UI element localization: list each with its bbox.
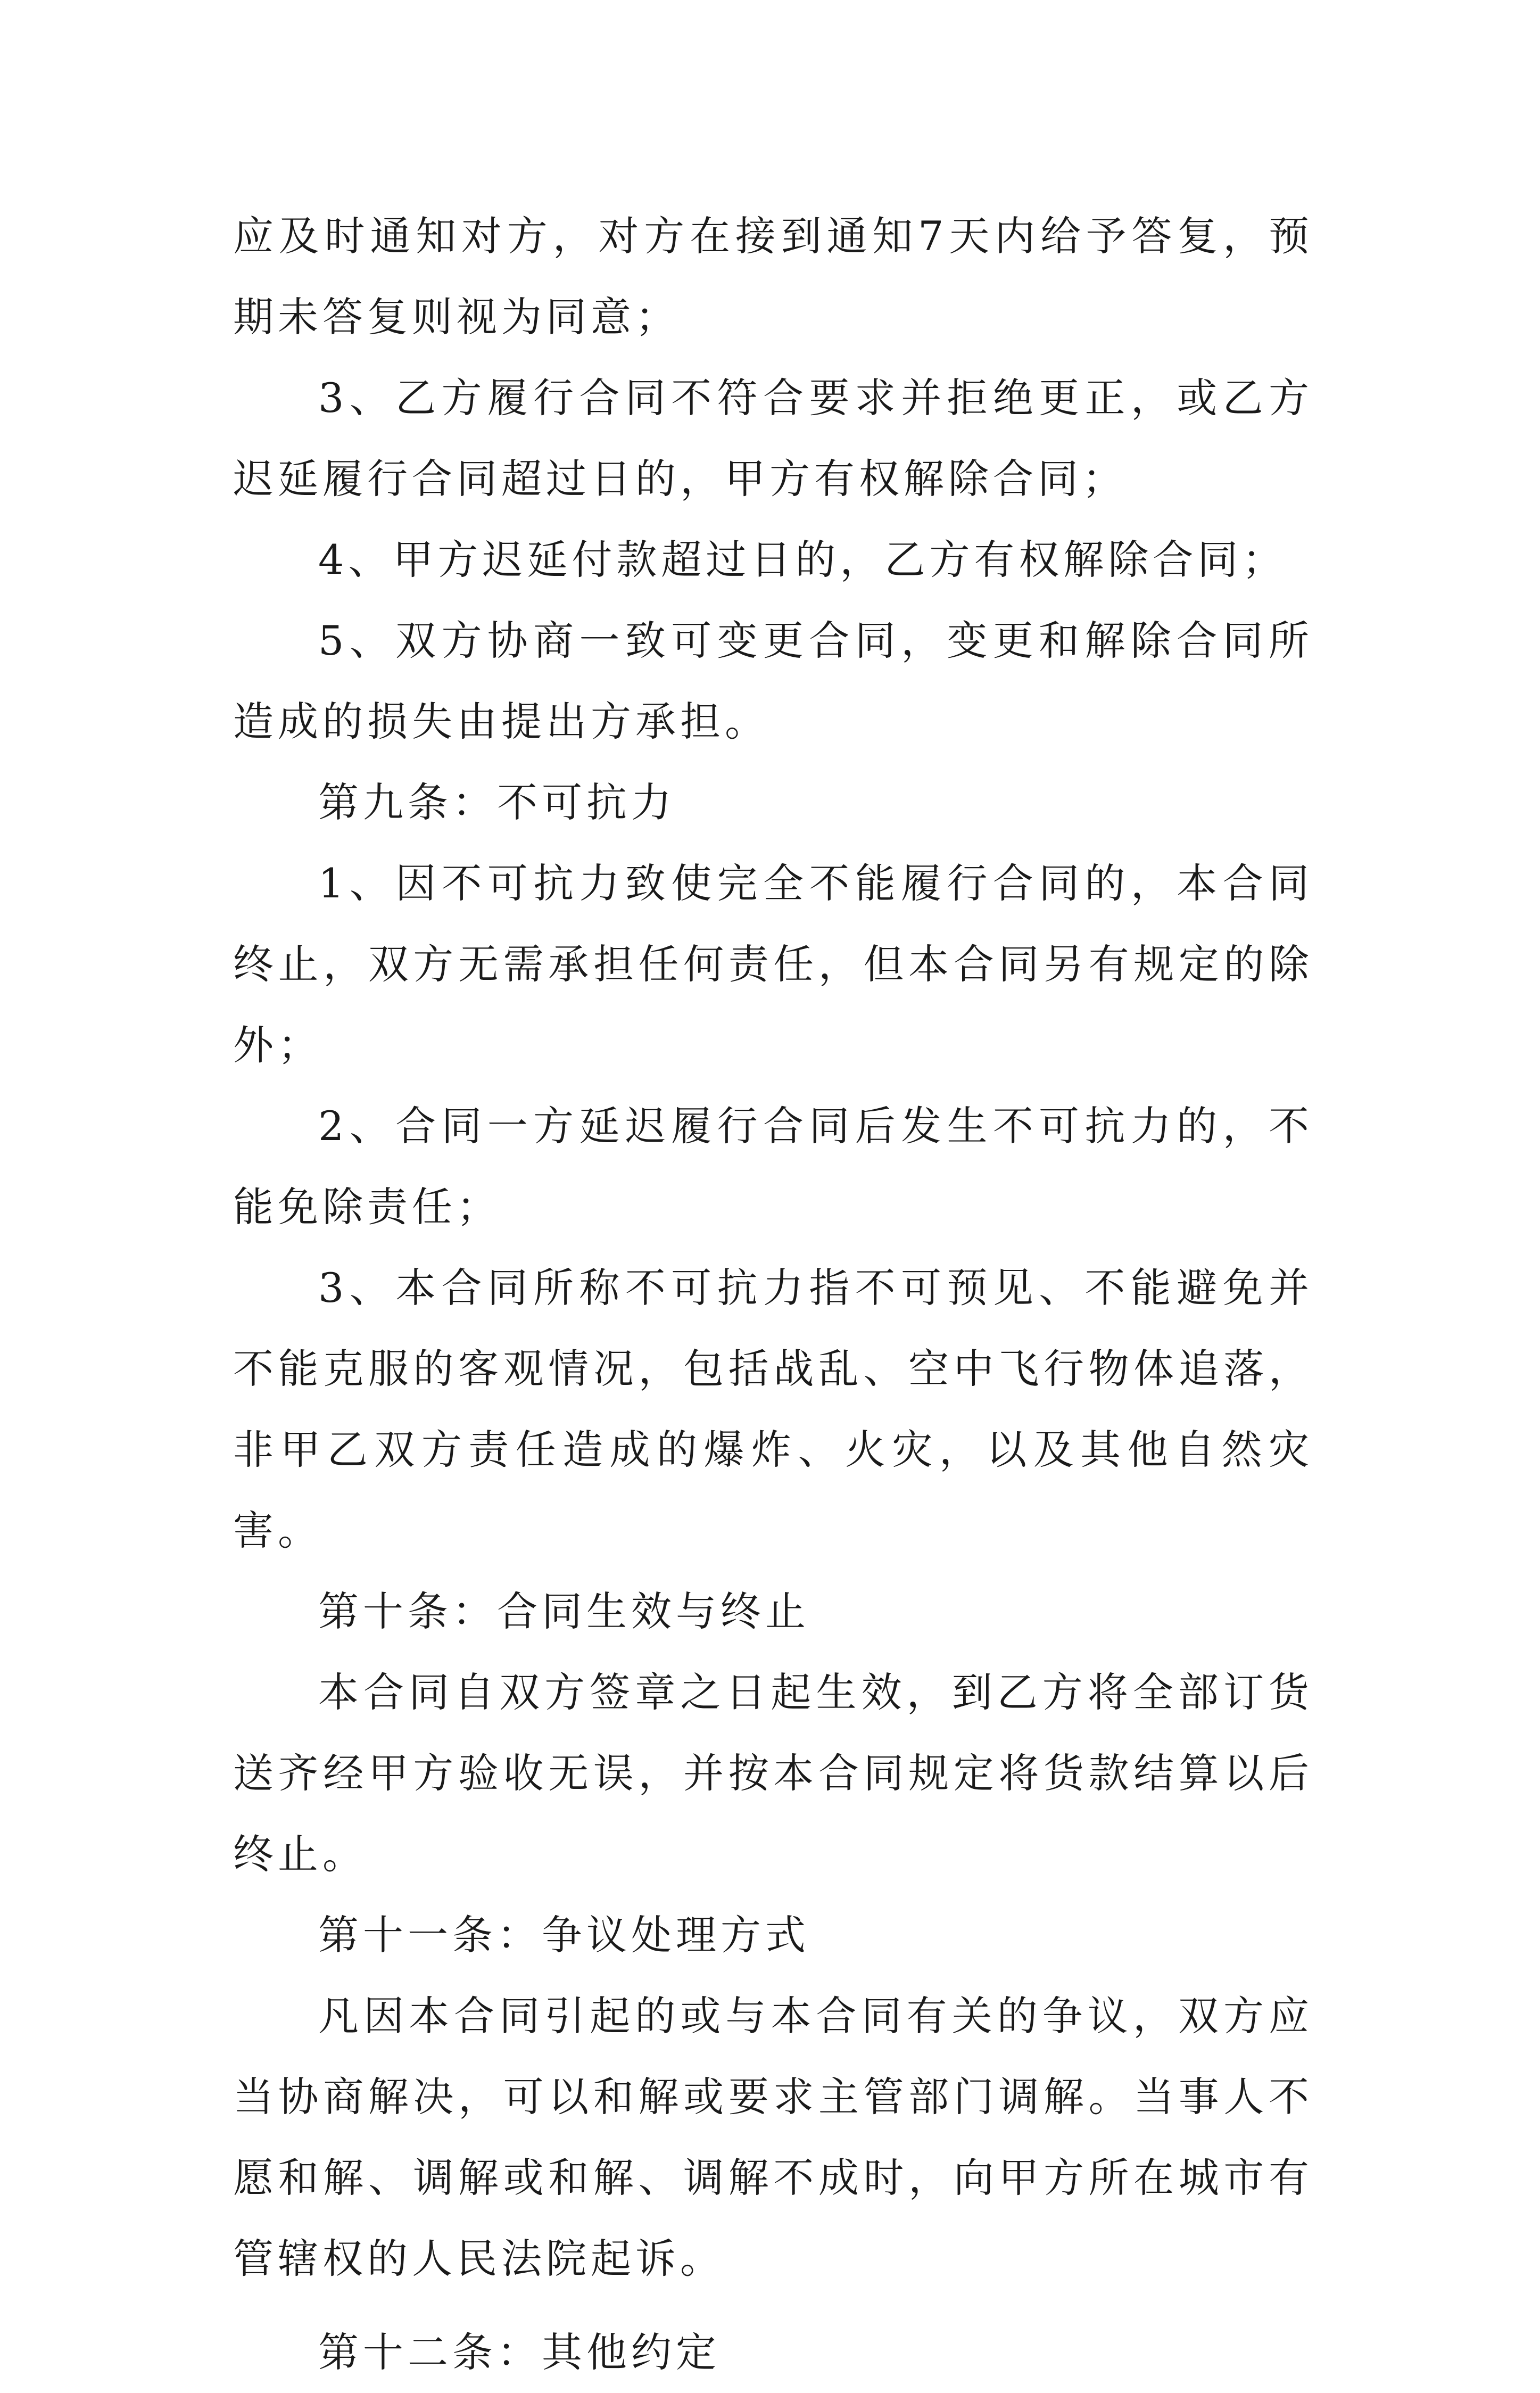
- force-majeure-item-2: 2、合同一方延迟履行合同后发生不可抗力的，不能免除责任；: [233, 1102, 1313, 1231]
- force-majeure-item-1: 1、因不可抗力致使完全不能履行合同的，本合同终止，双方无需承担任何责任，但本合同另有规定的除外；: [233, 860, 1313, 1069]
- clause-item-3: 3、乙方履行合同不符合要求并拒绝更正，或乙方迟延履行合同超过日的，甲方有权解除合同；: [233, 374, 1313, 502]
- document-body: [233, 196, 1313, 2393]
- paragraph-continuation: 应及时通知对方，对方在接到通知7天内给予答复，预期未答复则视为同意；: [233, 212, 1313, 341]
- dispute-paragraph: 凡因本合同引起的或与本合同有关的争议，双方应当协商解决，可以和解或要求主管部门调解。当事人不愿和解、调解或和解、调解不成时，向甲方所在城市有管辖权的人民法院起诉。: [233, 1992, 1313, 2282]
- article-9-heading: 第九条：不可抗力: [318, 779, 676, 826]
- clause-item-4: 4、甲方迟延付款超过日的，乙方有权解除合同；: [318, 536, 1287, 583]
- article-11-heading: 第十一条：争议处理方式: [318, 1911, 810, 1959]
- article-12-heading: 第十二条：其他约定: [318, 2329, 721, 2376]
- effectiveness-paragraph: 本合同自双方签章之日起生效，到乙方将全部订货送齐经甲方验收无误，并按本合同规定将货款结算以后终止。: [233, 1669, 1313, 1878]
- force-majeure-item-3: 3、本合同所称不可抗力指不可预见、不能避免并不能克服的客观情况，包括战乱、空中飞行物体追落，非甲乙双方责任造成的爆炸、火灾，以及其他自然灾害。: [233, 1264, 1313, 1554]
- clause-item-5: 5、双方协商一致可变更合同，变更和解除合同所造成的损失由提出方承担。: [233, 617, 1313, 745]
- article-10-heading: 第十条：合同生效与终止: [318, 1588, 810, 1635]
